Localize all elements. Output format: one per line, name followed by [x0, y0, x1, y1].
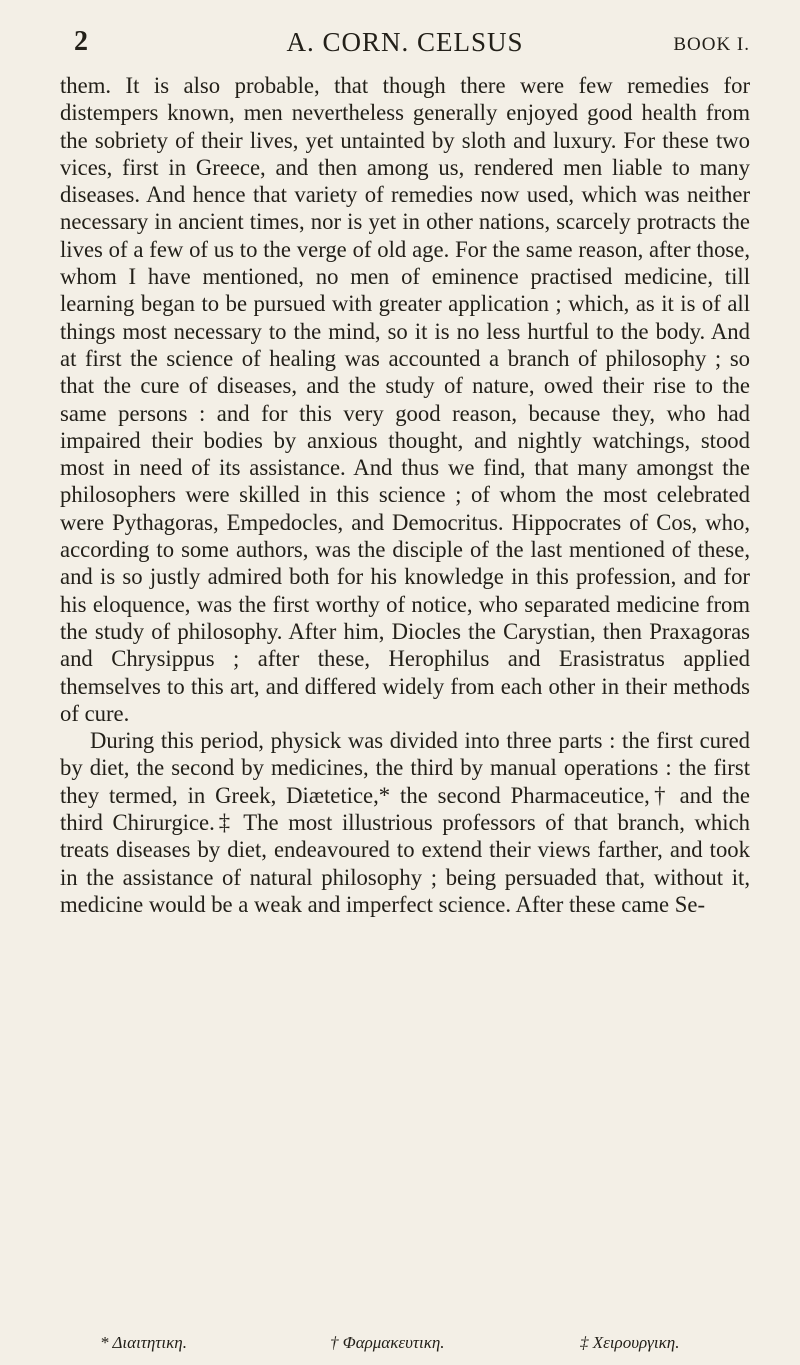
footnote-diaetetice: * Διαιτητικη.	[100, 1333, 187, 1352]
footnote-pharmaceutice: † Φαρμακευτικη.	[330, 1333, 445, 1352]
body-text	[60, 72, 750, 918]
paragraph-2: During this period, physick was divided into three parts : the first cured by diet, the second by medicines, the third by manual operations : the first they termed, in Greek, Diætetice,* the second Pharmaceutice,† and the third Chirurgice.‡ The most illustrious professors of that branch, which treats diseases by diet, endeavoured to extend their views farther, and took in the assistance of natural philosophy ; being persuaded that, without it, medicine would be a weak and imperfect science. After these came Se-	[60, 728, 750, 917]
paragraph-1: them. It is also probable, that though there were few remedies for distempers known, men nevertheless generally enjoyed good health from the sobriety of their lives, yet untainted by sloth and luxury. For these two vices, first in Greece, and then among us, rendered men liable to many diseases. And hence that variety of remedies now used, which was neither necessary in ancient times, nor is yet in other nations, scarcely protracts the lives of a few of us to the verge of old age. For the same reason, after those, whom I have mentioned, no men of eminence practised medicine, till learning began to be pursued with greater application ; which, as it is of all things most necessary to the mind, so it is no less hurtful to the body. And at first the science of healing was accounted a branch of philosophy ; so that the cure of diseases, and the study of nature, owed their rise to the same persons : and for this very good reason, because they, who had impaired their bodies by anxious thought, and nightly watchings, stood most in need of its assistance. And thus we find, that many amongst the philosophers were skilled in this science ; of whom the most celebrated were Pythagoras, Empedocles, and Democritus. Hippocrates of Cos, who, according to some authors, was the disciple of the last mentioned of these, and is so justly admired both for his knowledge in this profession, and for his eloquence, was the first worthy of notice, who separated medicine from the study of philosophy. After him, Diocles the Carystian, then Praxagoras and Chrysippus ; after these, Herophilus and Erasistratus applied themselves to this art, and differed widely from each other in their methods of cure.	[60, 73, 750, 726]
footnotes	[100, 1328, 750, 1358]
page-number: 2	[74, 26, 88, 57]
book-label: BOOK I.	[673, 34, 750, 55]
running-title: A. CORN. CELSUS	[286, 27, 524, 57]
page-header	[60, 22, 750, 62]
footnote-chirurgice: ‡ Χειρουργικη.	[580, 1333, 680, 1352]
